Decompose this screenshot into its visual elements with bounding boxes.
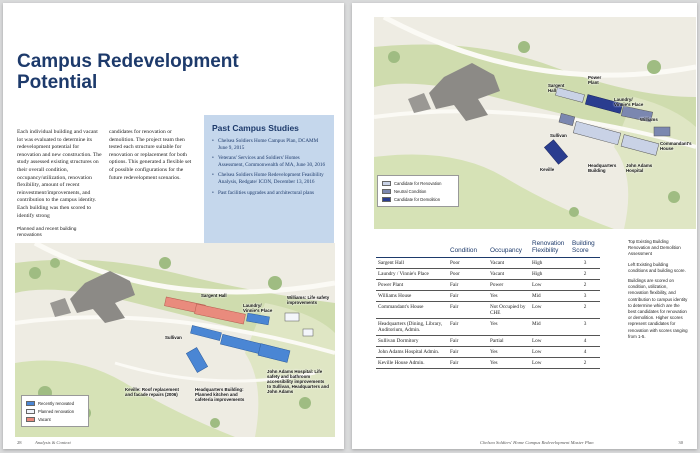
table-cell: Yes	[488, 358, 530, 369]
legend-swatch	[382, 181, 391, 186]
map-label-williams: Williams	[640, 117, 658, 122]
table-cell: Vacant	[488, 269, 530, 280]
campus-map-renovations	[15, 243, 335, 437]
table-cell: Fair	[448, 358, 488, 369]
building-name-cell: Commandant's House	[376, 302, 448, 319]
table-row	[376, 347, 600, 358]
legend-item	[382, 195, 454, 203]
column-header: Building Score	[570, 240, 600, 258]
building-name-cell: Headquarters (Dining, Library, Auditorium, Admin.	[376, 319, 448, 336]
table-cell: Fair	[448, 347, 488, 358]
table-cell: 2	[570, 269, 600, 280]
table-cell: Yes	[488, 319, 530, 336]
legend-swatch	[382, 197, 391, 202]
table-row	[376, 302, 600, 319]
building-name-cell: Sargent Hall	[376, 258, 448, 269]
list-item: • Chelsea Soldiers Home Redevelopment Feasibility Analysis, Redgate/ ICON, December 13, 2016	[212, 172, 326, 185]
footer-page-number: 30	[678, 440, 683, 445]
legend-item	[382, 179, 454, 187]
map-label-laundry: Laundry/ Vinnie's Place	[243, 303, 273, 313]
table-cell: High	[530, 269, 570, 280]
building-name-cell: Sullivan Dormitory	[376, 336, 448, 347]
map-legend	[21, 395, 89, 427]
building-name-cell: John Adams Hospital Admin.	[376, 347, 448, 358]
map-label-williams: Williams: Life safety improvements	[287, 295, 330, 305]
legend-label: Planned renovation	[38, 408, 75, 414]
table-cell: 3	[570, 258, 600, 269]
list-item: • Veterans' Services and Soldiers' Homes Assessment, Commonwealth of MA, June 30, 2016	[212, 155, 326, 168]
table-cell: Low	[530, 336, 570, 347]
note-left: Left Existing building conditions and building score.	[628, 261, 686, 273]
body-text-col2: candidates for renovation or demolition. The project team then tested each structure suitable for renovation or replacement for both options. This generated a flexible set of possible configurations for the future redevelopment scenarios.	[109, 129, 192, 181]
table-cell: Poor	[448, 269, 488, 280]
table-cell: Mid	[530, 319, 570, 336]
column-header: Condition	[448, 240, 488, 258]
legend-label: Candidate for Demolition	[394, 196, 441, 202]
table-cell: Power	[488, 280, 530, 291]
table-cell: High	[530, 258, 570, 269]
legend-item	[382, 187, 454, 195]
table-cell: 2	[570, 302, 600, 319]
building-name-cell: Keville House Admin.	[376, 358, 448, 369]
table-cell: 4	[570, 336, 600, 347]
table-cell: Vacant	[488, 258, 530, 269]
table-body	[376, 258, 600, 369]
right-page	[352, 3, 697, 449]
building-name-cell: Laundry / Vinnie's Place	[376, 269, 448, 280]
column-header	[376, 240, 448, 258]
map-label-headquarters: Headquarters Building	[588, 163, 617, 173]
table-cell: Low	[530, 280, 570, 291]
map-label-john-adams: John Adams Hospital: Life safety and bathroom accessibility improvements to Sullivan, Headquarters and John Adams	[267, 369, 329, 394]
table-cell: Fair	[448, 336, 488, 347]
map-label-john-adams: John Adams Hospital	[626, 163, 653, 173]
left-page	[3, 3, 344, 449]
table-cell: 3	[570, 319, 600, 336]
table-cell: 3	[570, 291, 600, 302]
legend-label: Neutral Condition	[394, 188, 427, 194]
map-label-power-plant: Power Plant	[588, 75, 602, 85]
body-text-col1: Each individual building and vacant lot was evaluated to determine its redevelopment potential for renovation and new construction. The study assessed existing structures on their overall condition, occupancy/utilization, renovation flexibility, amount of recent reinvestment/improvements, and contribution to the campus identity. Each building was then scored to identify strong	[17, 129, 102, 219]
footer-page-number: 28	[17, 440, 22, 445]
past-studies-list	[212, 138, 326, 196]
map-label-laundry: Laundry/ Vinnie's Place	[614, 97, 644, 107]
list-item: • Past facilities upgrades and architectural plans	[212, 190, 326, 197]
map-legend	[377, 175, 459, 207]
map-label-sullivan: Sullivan	[550, 133, 567, 138]
table-cell: Low	[530, 358, 570, 369]
table-cell: Fair	[448, 291, 488, 302]
map-label-sullivan: Sullivan	[165, 335, 182, 340]
footer-section: Analysis & Context	[35, 440, 71, 445]
list-item: • Chelsea Soldiers Home Campus Plan, DCAMM June 9, 2015	[212, 138, 326, 151]
map-label-keville: Keville: Roof replacement and facade repairs (2006)	[125, 387, 179, 397]
column-header: Occupancy	[488, 240, 530, 258]
table-row	[376, 269, 600, 280]
table-cell: Yes	[488, 291, 530, 302]
map-label-commandants: Commandant's House	[660, 141, 692, 151]
table-row	[376, 291, 600, 302]
table-cell: Not Occupied by CHE	[488, 302, 530, 319]
building-name-cell: Williams House	[376, 291, 448, 302]
table-cell: Poor	[448, 258, 488, 269]
table-cell: Mid	[530, 291, 570, 302]
table-cell: 2	[570, 280, 600, 291]
table-row	[376, 358, 600, 369]
table-cell: Low	[530, 347, 570, 358]
legend-swatch	[26, 417, 35, 422]
table-row	[376, 336, 600, 347]
table-row	[376, 258, 600, 269]
legend-label: Vacant	[38, 416, 51, 422]
table-row	[376, 280, 600, 291]
column-header: Renovation Flexibility	[530, 240, 570, 258]
map-caption: Planned and recent building renovations	[17, 227, 77, 239]
side-notes	[628, 239, 688, 344]
page-title: Campus Redevelopment Potential	[17, 51, 239, 93]
table-cell: Fair	[448, 280, 488, 291]
map-label-headquarters: Headquarters Building: Planned kitchen and cafeteria improvements	[195, 387, 245, 402]
map-label-keville: Keville	[540, 167, 555, 172]
legend-label: Candidate for Renovation	[394, 180, 442, 186]
table-cell: Yes	[488, 347, 530, 358]
table-cell: Fair	[448, 319, 488, 336]
building-name-cell: Power Plant	[376, 280, 448, 291]
table-row	[376, 319, 600, 336]
legend-swatch	[26, 401, 35, 406]
legend-item	[26, 399, 84, 407]
legend-swatch	[382, 189, 391, 194]
legend-item	[26, 415, 84, 423]
building-score-table	[376, 240, 600, 369]
table-cell: Partial	[488, 336, 530, 347]
legend-label: Recently renovated	[38, 400, 75, 406]
table-cell: 4	[570, 347, 600, 358]
past-studies-box	[204, 115, 334, 245]
campus-map-assessment	[374, 17, 696, 229]
legend-item	[26, 407, 84, 415]
map-label-sargent: Sargent Hall	[548, 83, 565, 93]
table-cell: Low	[530, 302, 570, 319]
note-top: Top Existing Building Renovation and Demolition Assessment	[628, 239, 681, 257]
table-cell: 2	[570, 358, 600, 369]
footer-title: Chelsea Soldiers' Home Campus Redevelopment Master Plan	[480, 440, 594, 445]
legend-swatch	[26, 409, 35, 414]
past-studies-heading: Past Campus Studies	[212, 123, 299, 133]
table-header-row	[376, 240, 600, 258]
table-cell: Fair	[448, 302, 488, 319]
map-label-sargent: Sargent Hall	[201, 293, 227, 298]
note-scoring: Buildings are scored on condition, utilization, renovation flexibility, and contribution to campus identity to determine which are the best candidates for renovation or demolition. Higher scores represent candidates for renovation with scores ranging from 1-5.	[628, 278, 688, 339]
